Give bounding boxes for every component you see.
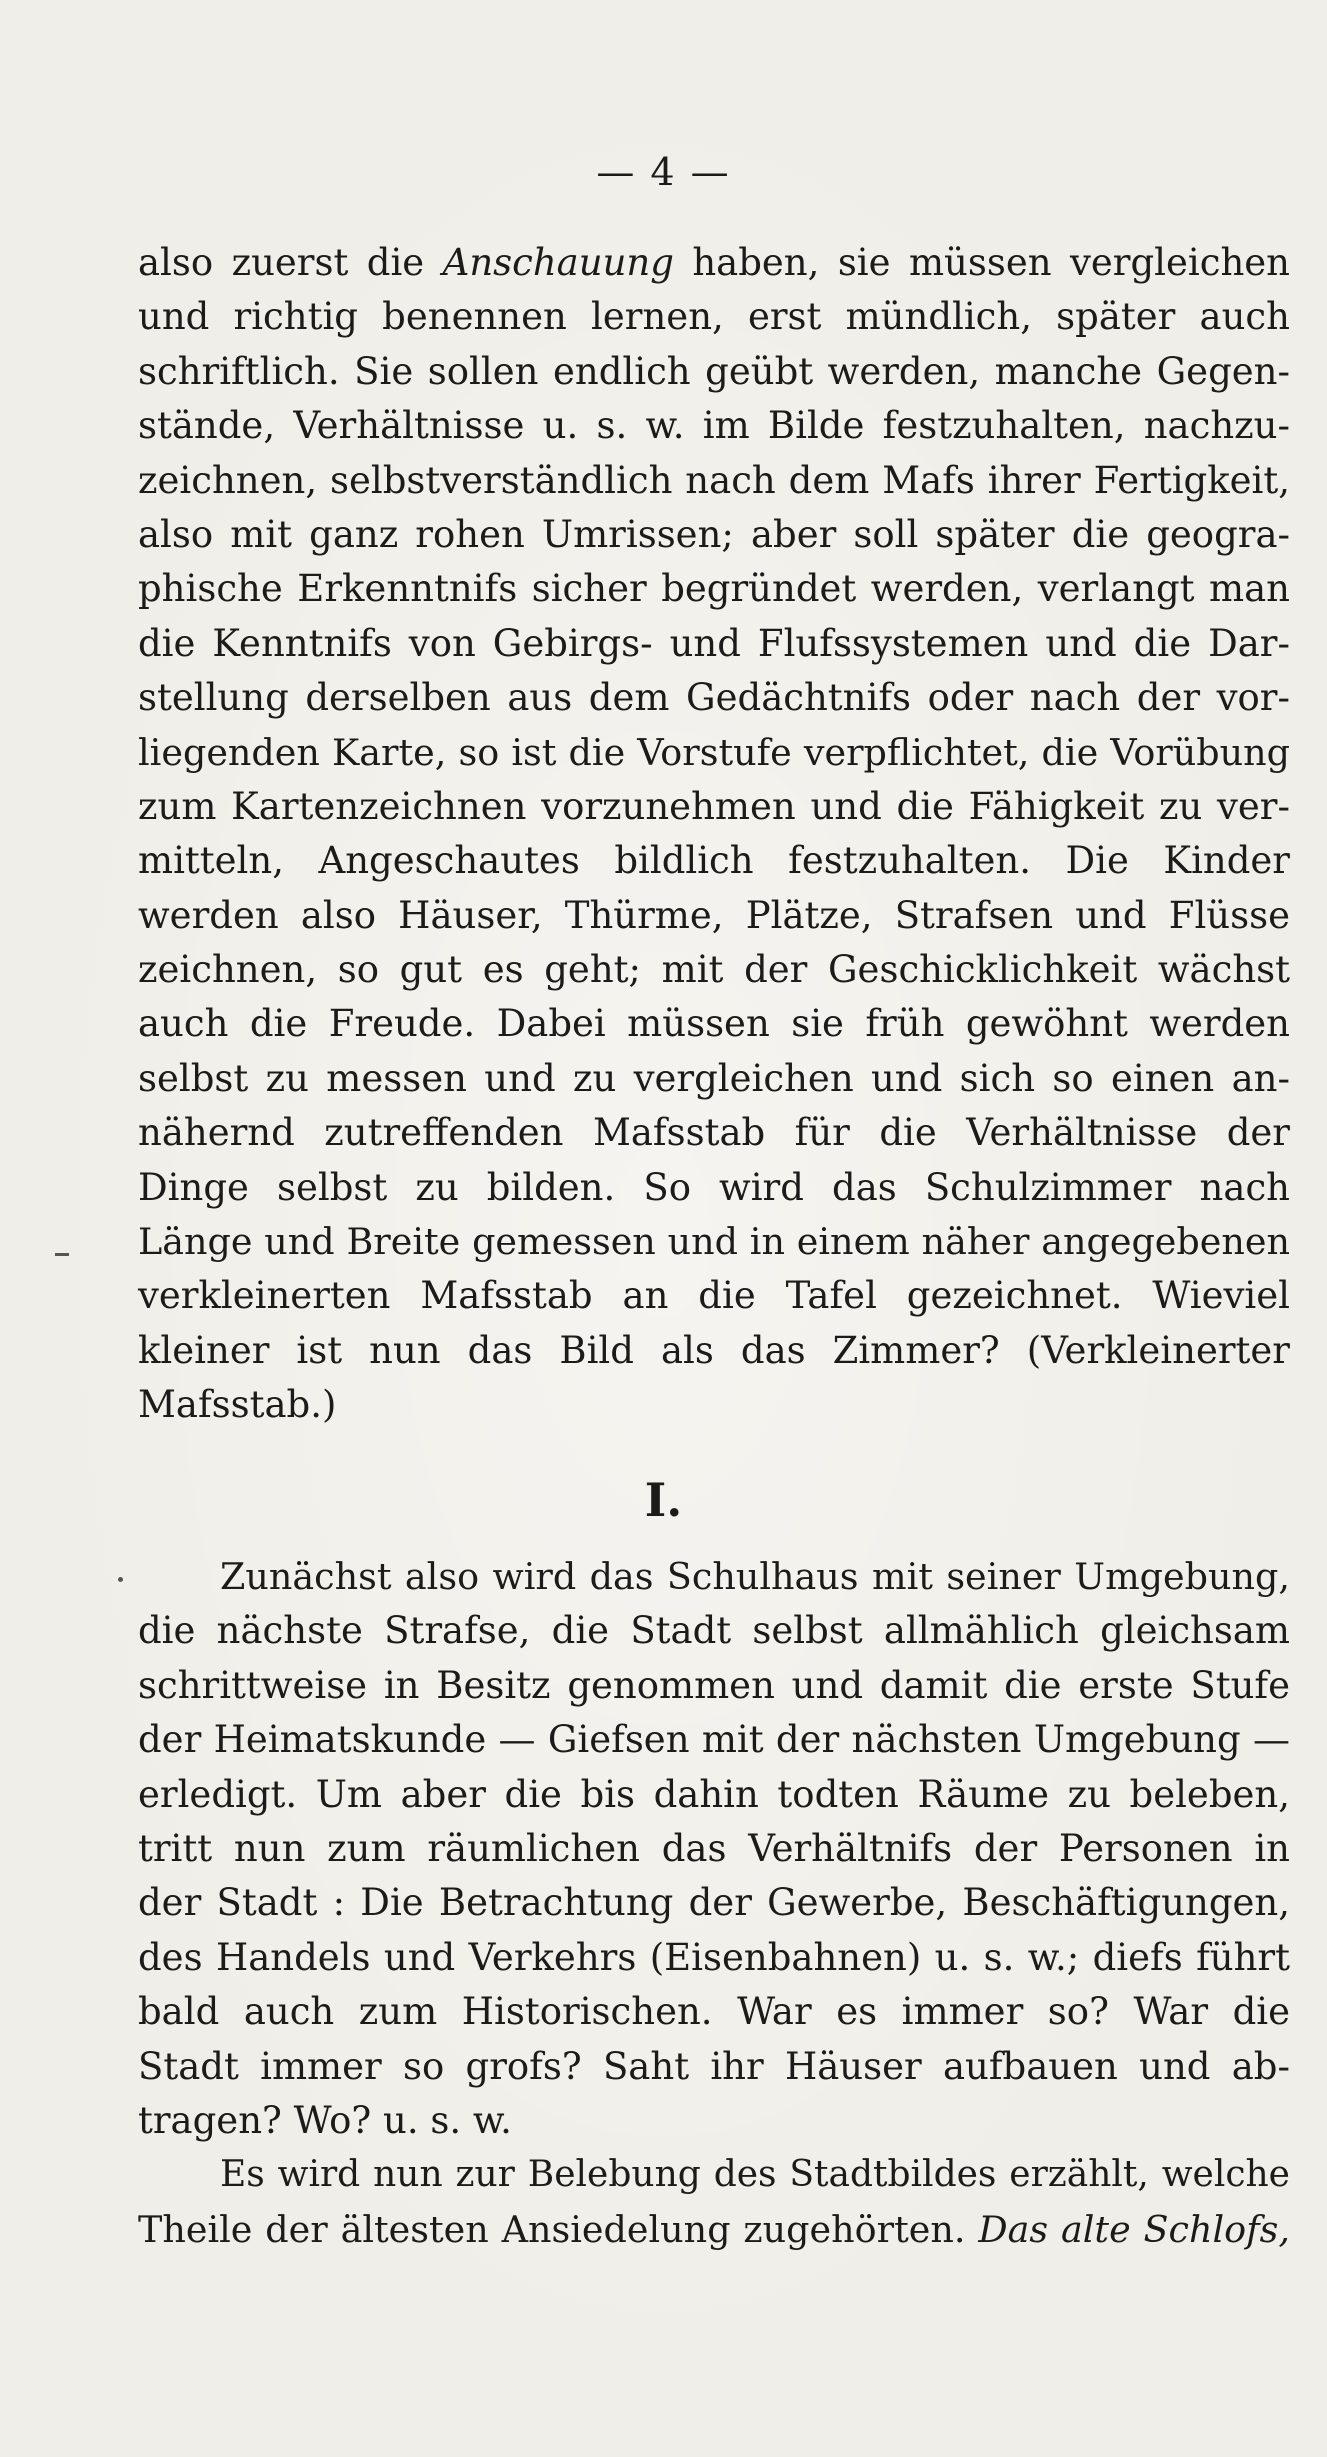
text-line: schriftlich. Sie sollen endlich geübt werden, manche Gegen- xyxy=(138,349,1290,393)
emphasized-term: Anschauung xyxy=(442,241,674,284)
text-line: erledigt. Um aber die bis dahin todten Räume zu beleben, xyxy=(138,1772,1290,1816)
text-line: zeichnen, so gut es geht; mit der Geschicklichkeit wächst xyxy=(138,948,1290,992)
text-line: also zuerst die Anschauung haben, sie müssen vergleichen xyxy=(138,241,1290,284)
text-line: tragen? Wo? u. s. w. xyxy=(138,2098,512,2142)
text-line: des Handels und Verkehrs (Eisenbahnen) u. s. w.; diefs führt xyxy=(138,1935,1290,1979)
text-line: selbst zu messen und zu vergleichen und sich so einen an- xyxy=(138,1056,1290,1100)
paragraph-schulhaus xyxy=(138,1550,1290,2257)
text-line: die Kenntnifs von Gebirgs- und Flufssystemen und die Dar- xyxy=(138,621,1290,665)
margin-dot xyxy=(118,1577,123,1582)
text-line: Theile der ältesten Ansiedelung zugehörten. Das alte Schlofs, xyxy=(138,2207,1290,2251)
text-line: nähernd zutreffenden Mafsstab für die Verhältnisse der xyxy=(138,1111,1290,1155)
text-line: und richtig benennen lernen, erst mündlich, später auch xyxy=(138,295,1290,339)
text-line: kleiner ist nun das Bild als das Zimmer? (Verkleinerter xyxy=(138,1328,1290,1372)
paragraph-anschauung xyxy=(138,236,1290,1433)
margin-mark xyxy=(55,1253,69,1256)
text-line: der Stadt : Die Betrachtung der Gewerbe, Beschäftigungen, xyxy=(138,1881,1290,1925)
text-line: stände, Verhältnisse u. s. w. im Bilde festzuhalten, nachzu- xyxy=(138,404,1290,448)
text-line: phische Erkenntnifs sicher begründet werden, verlangt man xyxy=(138,567,1290,611)
text-line: Es wird nun zur Belebung des Stadtbildes erzählt, welche xyxy=(220,2154,1290,2196)
text-line: tritt nun zum räumlichen das Verhältnifs der Personen in xyxy=(138,1826,1290,1870)
text-line: liegenden Karte, so ist die Vorstufe verpflichtet, die Vorübung xyxy=(138,730,1290,774)
text-line: Stadt immer so grofs? Saht ihr Häuser aufbauen und ab- xyxy=(138,2044,1290,2088)
text-line: stellung derselben aus dem Gedächtnifs oder nach der vor- xyxy=(138,676,1290,720)
text-line: zeichnen, selbstverständlich nach dem Mafs ihrer Fertigkeit, xyxy=(138,458,1290,502)
text-line: Länge und Breite gemessen und in einem näher angegebenen xyxy=(138,1220,1290,1264)
page-number: — 4 — xyxy=(596,150,731,194)
text-line: zum Kartenzeichnen vorzunehmen und die Fähigkeit zu ver- xyxy=(138,784,1290,828)
text-line: Mafsstab.) xyxy=(138,1383,337,1427)
text-line: verkleinerten Mafsstab an die Tafel gezeichnet. Wieviel xyxy=(138,1274,1290,1318)
text-line: werden also Häuser, Thürme, Plätze, Strafsen und Flüsse xyxy=(138,893,1290,937)
text-line: schrittweise in Besitz genommen und damit die erste Stufe xyxy=(138,1663,1290,1707)
text-line: auch die Freude. Dabei müssen sie früh gewöhnt werden xyxy=(138,1002,1290,1046)
section-heading: I. xyxy=(644,1473,683,1527)
text-line: Zunächst also wird das Schulhaus mit seiner Umgebung, xyxy=(220,1555,1290,1598)
emphasized-term: Das alte Schlofs, xyxy=(978,2207,1290,2251)
text-line: bald auch zum Historischen. War es immer so? War die xyxy=(138,1990,1290,2034)
text-line: Dinge selbst zu bilden. So wird das Schulzimmer nach xyxy=(138,1165,1290,1209)
text-line: die nächste Strafse, die Stadt selbst allmählich gleichsam xyxy=(138,1609,1290,1653)
text-line: also mit ganz rohen Umrissen; aber soll später die geogra- xyxy=(138,512,1290,556)
text-line: mitteln, Angeschautes bildlich festzuhalten. Die Kinder xyxy=(138,839,1290,883)
text-line: der Heimatskunde — Giefsen mit der nächsten Umgebung — xyxy=(138,1718,1290,1762)
